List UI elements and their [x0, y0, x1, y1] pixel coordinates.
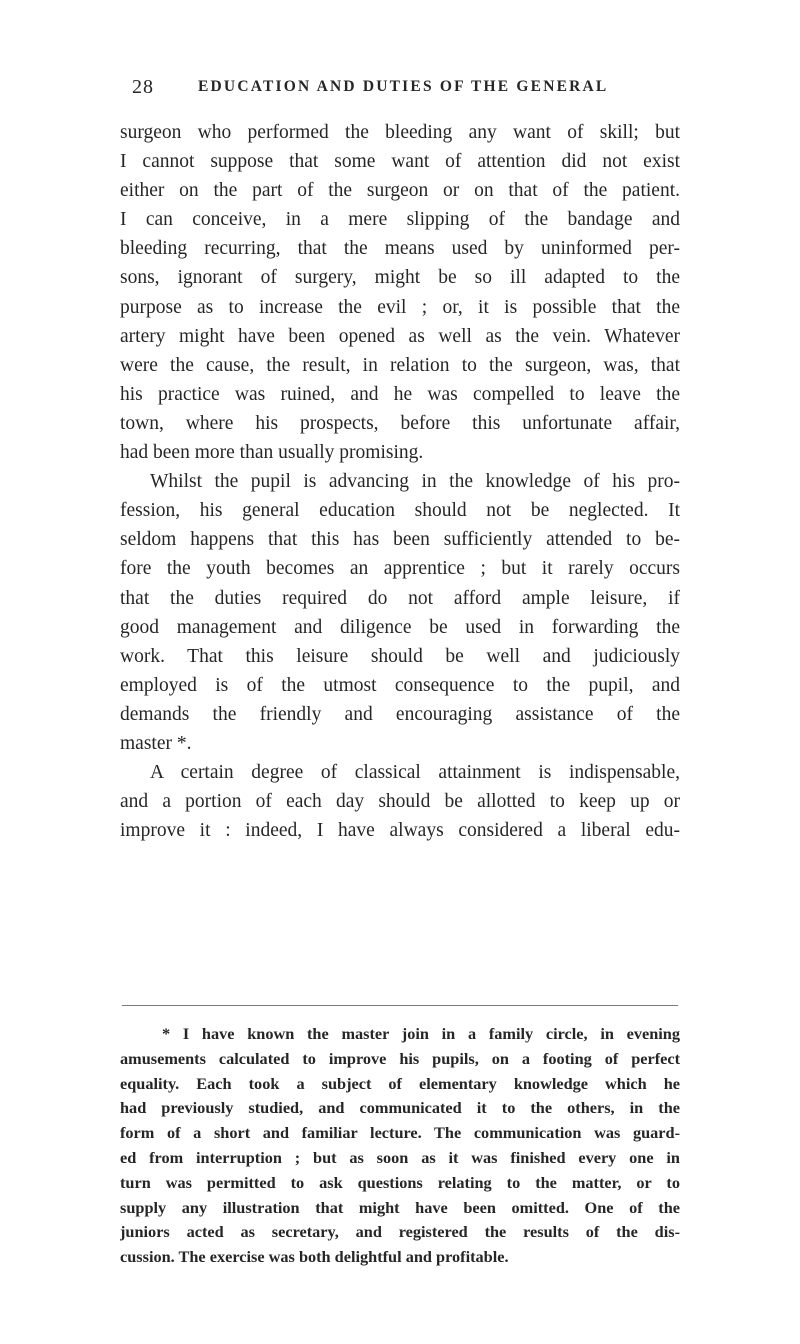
- text-line: had been more than usually promising.: [120, 442, 424, 464]
- page-number: 28: [132, 76, 154, 98]
- text-line: A certain degree of classical attainment is indispensable,: [150, 762, 680, 784]
- footnote-line: * I have known the master join in a family circle, in evening: [162, 1024, 680, 1043]
- text-line: seldom happens that this has been sufficiently attended to be-: [120, 529, 680, 551]
- footnote: [120, 1022, 680, 1270]
- text-line: Whilst the pupil is advancing in the knowledge of his pro-: [150, 471, 680, 493]
- text-line: either on the part of the surgeon or on that of the patient.: [120, 180, 680, 202]
- text-line: his practice was ruined, and he was compelled to leave the: [120, 383, 680, 405]
- text-line: bleeding recurring, that the means used by uninformed per-: [120, 238, 680, 260]
- footnote-line: supply any illustration that might have been omitted. One of the: [120, 1197, 680, 1217]
- text-line: sons, ignorant of surgery, might be so ill adapted to the: [120, 267, 680, 289]
- footnote-divider: [122, 1005, 678, 1006]
- footnote-line: amusements calculated to improve his pupils, on a footing of perfect: [120, 1048, 680, 1068]
- footnote-line: turn was permitted to ask questions relating to the matter, or to: [120, 1172, 680, 1192]
- text-line: surgeon who performed the bleeding any want of skill; but: [120, 122, 680, 143]
- footnote-line: form of a short and familiar lecture. The communication was guard-: [120, 1123, 680, 1143]
- text-line: work. That this leisure should be well and judiciously: [120, 645, 680, 667]
- body-text: [120, 118, 680, 845]
- text-line: I can conceive, in a mere slipping of the bandage and: [120, 209, 680, 231]
- text-line: fore the youth becomes an apprentice ; but it rarely occurs: [120, 558, 680, 580]
- text-line: I cannot suppose that some want of attention did not exist: [120, 151, 680, 173]
- text-line: fession, his general education should not be neglected. It: [120, 500, 680, 522]
- text-line: employed is of the utmost consequence to the pupil, and: [120, 674, 680, 696]
- running-head: EDUCATION AND DUTIES OF THE GENERAL: [198, 78, 609, 95]
- text-line: good management and diligence be used in forwarding the: [120, 616, 680, 638]
- footnote-line: cussion. The exercise was both delightful and profitable.: [120, 1247, 509, 1267]
- text-line: purpose as to increase the evil ; or, it is possible that the: [120, 296, 680, 318]
- text-line: improve it : indeed, I have always considered a liberal edu-: [120, 820, 680, 842]
- page-header: [132, 76, 672, 102]
- footnote-line: juniors acted as secretary, and registered the results of the dis-: [120, 1222, 680, 1242]
- footnote-line: ed from interruption ; but as soon as it was finished every one in: [120, 1147, 680, 1167]
- text-line: were the cause, the result, in relation to the surgeon, was, that: [120, 354, 680, 376]
- text-line: and a portion of each day should be allotted to keep up or: [120, 791, 680, 813]
- text-line: town, where his prospects, before this unfortunate affair,: [120, 412, 680, 434]
- text-line: that the duties required do not afford ample leisure, if: [120, 587, 680, 609]
- text-line: artery might have been opened as well as the vein. Whatever: [120, 325, 680, 347]
- text-line: master *.: [120, 732, 192, 754]
- footnote-line: equality. Each took a subject of elementary knowledge which he: [120, 1073, 680, 1093]
- text-line: demands the friendly and encouraging assistance of the: [120, 703, 680, 725]
- footnote-line: had previously studied, and communicated it to the others, in the: [120, 1098, 680, 1118]
